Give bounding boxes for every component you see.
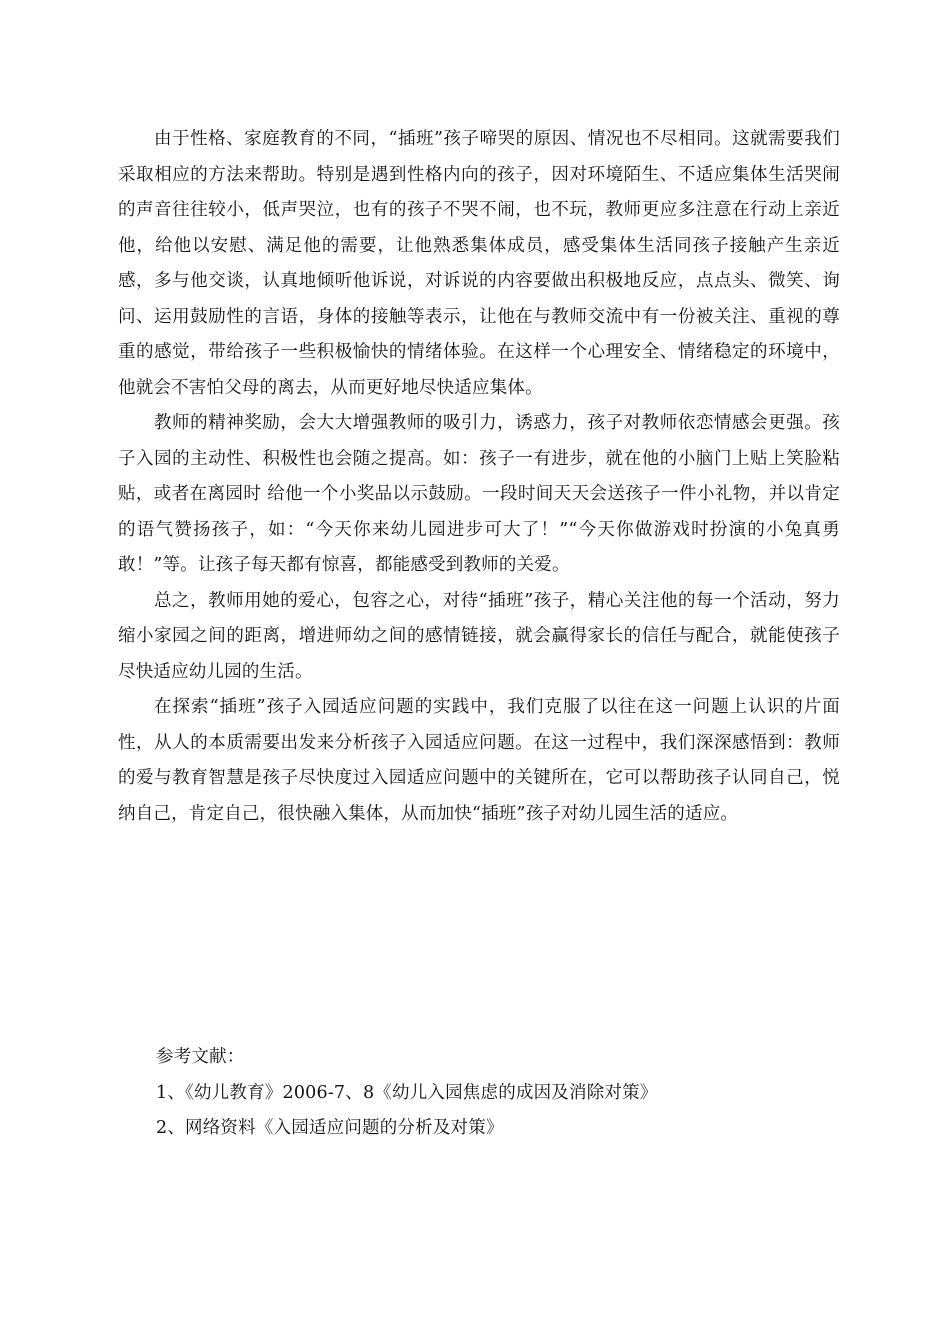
body-text bbox=[118, 122, 840, 832]
paragraph-shy-children: 由于性格、家庭教育的不同，“插班”孩子啼哭的原因、情况也不尽相同。这就需要我们采取相应的方法来帮助。特别是遇到性格内向的孩子，因对环境陌生、不适应集体生活哭闹的声音往往较小，低声哭泣，也有的孩子不哭不闹，也不玩，教师更应多注意在行动上亲近他，给他以安慰、满足他的需要，让他熟悉集体成员，感受集体生活同孩子接触产生亲近感，多与他交谈，认真地倾听他诉说，对诉说的内容要做出积极地反应，点点头、微笑、询问、运用鼓励性的言语，身体的接触等表示，让他在与教师交流中有一份被关注、重视的尊重的感觉，带给孩子一些积极愉快的情绪体验。在这样一个心理安全、情绪稳定的环境中，他就会不害怕父母的离去，从而更好地尽快适应集体。 bbox=[118, 129, 840, 398]
references-heading: 参考文献： bbox=[156, 1047, 245, 1067]
reference-item: 1、《幼儿教育》2006-7、8《幼儿入园焦虑的成因及消除对策》 bbox=[156, 1082, 658, 1103]
reference-item: 2、网络资料《入园适应问题的分析及对策》 bbox=[156, 1118, 504, 1138]
references-section bbox=[156, 1040, 836, 1147]
paragraph-spiritual-rewards: 教师的精神奖励，会大大增强教师的吸引力，诱惑力，孩子对教师依恋情感会更强。孩子入园的主动性、积极性也会随之提高。如：孩子一有进步，就在他的小脑门上贴上笑脸粘贴，或者在离园时 给他一个小奖品以示鼓励。一段时间天天会送孩子一件小礼物，并以肯定的语气赞扬孩子，如：“今天你来幼儿园进步可大了！”“今天你做游戏时扮演的小兔真勇敢！”等。让孩子每天都有惊喜，都能感受到教师的关爱。 bbox=[118, 413, 840, 575]
paragraph-conclusion: 总之，教师用她的爱心，包容之心，对待“插班”孩子，精心关注他的每一个活动，努力缩小家园之间的距离，增进师幼之间的感情链接，就会赢得家长的信任与配合，就能使孩子尽快适应幼儿园的生活。 bbox=[118, 590, 840, 682]
paragraph-reflection: 在探索“插班”孩子入园适应问题的实践中，我们克服了以往在这一问题上认识的片面性，从人的本质需要出发来分析孩子入园适应问题。在这一过程中，我们深深感悟到：教师的爱与教育智慧是孩子尽快度过入园适应问题中的关键所在，它可以帮助孩子认同自己，悦纳自己，肯定自己，很快融入集体，从而加快“插班”孩子对幼儿园生活的适应。 bbox=[118, 697, 840, 824]
